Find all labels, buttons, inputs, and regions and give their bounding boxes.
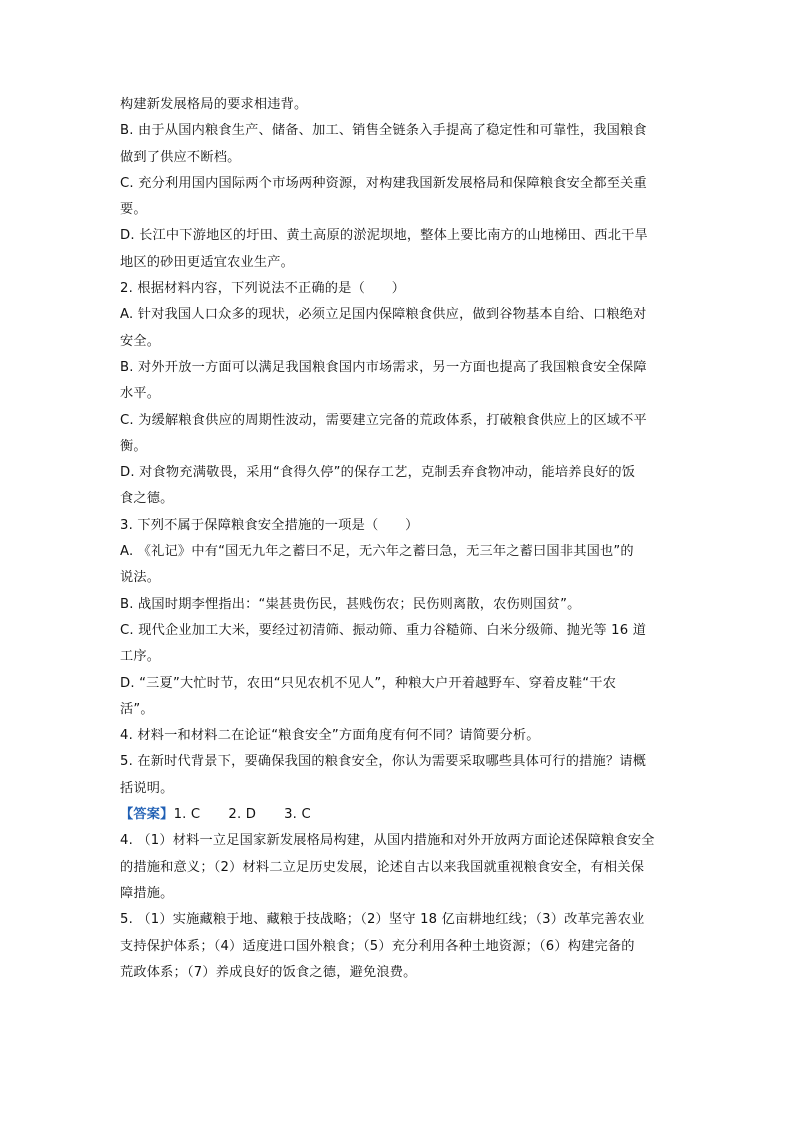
text-line: 衡。 bbox=[120, 438, 147, 454]
answer-2: 2. D bbox=[228, 807, 257, 823]
text-line: 安全。 bbox=[120, 333, 161, 349]
text-line: 的措施和意义；（2）材料二立足历史发展，论述自古以来我国就重视粮食安全，有相关保 bbox=[120, 859, 645, 875]
text-line: 活”。 bbox=[120, 701, 154, 717]
question-2: 2. 根据材料内容，下列说法不正确的是（ ） bbox=[120, 281, 406, 297]
text-line: A. 《礼记》中有“国无九年之蓄曰不足，无六年之蓄曰急，无三年之蓄曰国非其国也”的 bbox=[120, 544, 634, 560]
answer-1: 1. C bbox=[173, 807, 201, 823]
text-line: 构建新发展格局的要求相违背。 bbox=[120, 97, 308, 112]
answer-line bbox=[120, 802, 680, 828]
text-line: 食之德。 bbox=[120, 491, 174, 507]
text-line: B. 对外开放一方面可以满足我国粮食国内市场需求，另一方面也提高了我国粮食安全保障 bbox=[120, 359, 647, 375]
question-4: 4. 材料一和材料二在论证“粮食安全”方面角度有何不同？请简要分析。 bbox=[120, 728, 540, 744]
text-line: 障措施。 bbox=[120, 885, 174, 901]
question-5: 5. 在新时代背景下，要确保我国的粮食安全，你认为需要采取哪些具体可行的措施？请概 bbox=[120, 754, 647, 770]
text-line: C. 充分利用国内国际两个市场两种资源，对构建我国新发展格局和保障粮食安全都至关重 bbox=[120, 175, 647, 191]
text-line: 水平。 bbox=[120, 386, 161, 402]
text-line: C. 现代企业加工大米，要经过初清筛、振动筛、重力谷糙筛、白米分级筛、抛光等 16 道 bbox=[120, 622, 647, 638]
answer-3: 3. C bbox=[284, 807, 311, 823]
text-line: 支持保护体系；（4）适度进口国外粮食；（5）充分利用各种土地资源；（6）构建完备的 bbox=[120, 938, 635, 954]
document-page bbox=[120, 92, 680, 986]
text-line: D. 长江中下游地区的圩田、黄土高原的淤泥坝地，整体上要比南方的山地梯田、西北干旱 bbox=[120, 228, 648, 244]
answer-4-line: 4. （1）材料一立足国家新发展格局构建，从国内措施和对外开放两方面论述保障粮食安全 bbox=[120, 833, 655, 849]
text-line: B. 由于从国内粮食生产、储备、加工、销售全链条入手提高了稳定性和可靠性，我国粮食 bbox=[120, 123, 647, 139]
text-line: 说法。 bbox=[120, 570, 161, 586]
text-line: 荒政体系；（7）养成良好的饭食之德，避免浪费。 bbox=[120, 964, 417, 980]
text-line: D. 对食物充满敬畏，采用“食得久停”的保存工艺，克制丢弃食物冲动，能培养良好的饭 bbox=[120, 465, 636, 481]
text-line: C. 为缓解粮食供应的周期性波动，需要建立完备的荒政体系，打破粮食供应上的区域不平 bbox=[120, 412, 647, 428]
question-3: 3. 下列不属于保障粮食安全措施的一项是（ ） bbox=[120, 517, 419, 533]
answer-tag: 【答案】 bbox=[120, 807, 174, 823]
answer-5-line: 5. （1）实施藏粮于地、藏粮于技战略；（2）坚守 18 亿亩耕地红线；（3）改革完善农业 bbox=[120, 912, 645, 928]
text-line: 做到了供应不断档。 bbox=[120, 149, 241, 165]
text-line: 括说明。 bbox=[120, 780, 174, 796]
text-line: B. 战国时期李悝指出：“粜甚贵伤民，甚贱伤农；民伤则离散，农伤则国贫”。 bbox=[120, 596, 581, 612]
text-line: 工序。 bbox=[120, 649, 161, 665]
text-line: 地区的砂田更适宜农业生产。 bbox=[120, 254, 295, 270]
text-line: A. 针对我国人口众多的现状，必须立足国内保障粮食供应，做到谷物基本自给、口粮绝对 bbox=[120, 307, 647, 323]
text-line: 要。 bbox=[120, 202, 147, 218]
text-line: D. “三夏”大忙时节，农田“只见农机不见人”，种粮大户开着越野车、穿着皮鞋“干农 bbox=[120, 675, 617, 691]
